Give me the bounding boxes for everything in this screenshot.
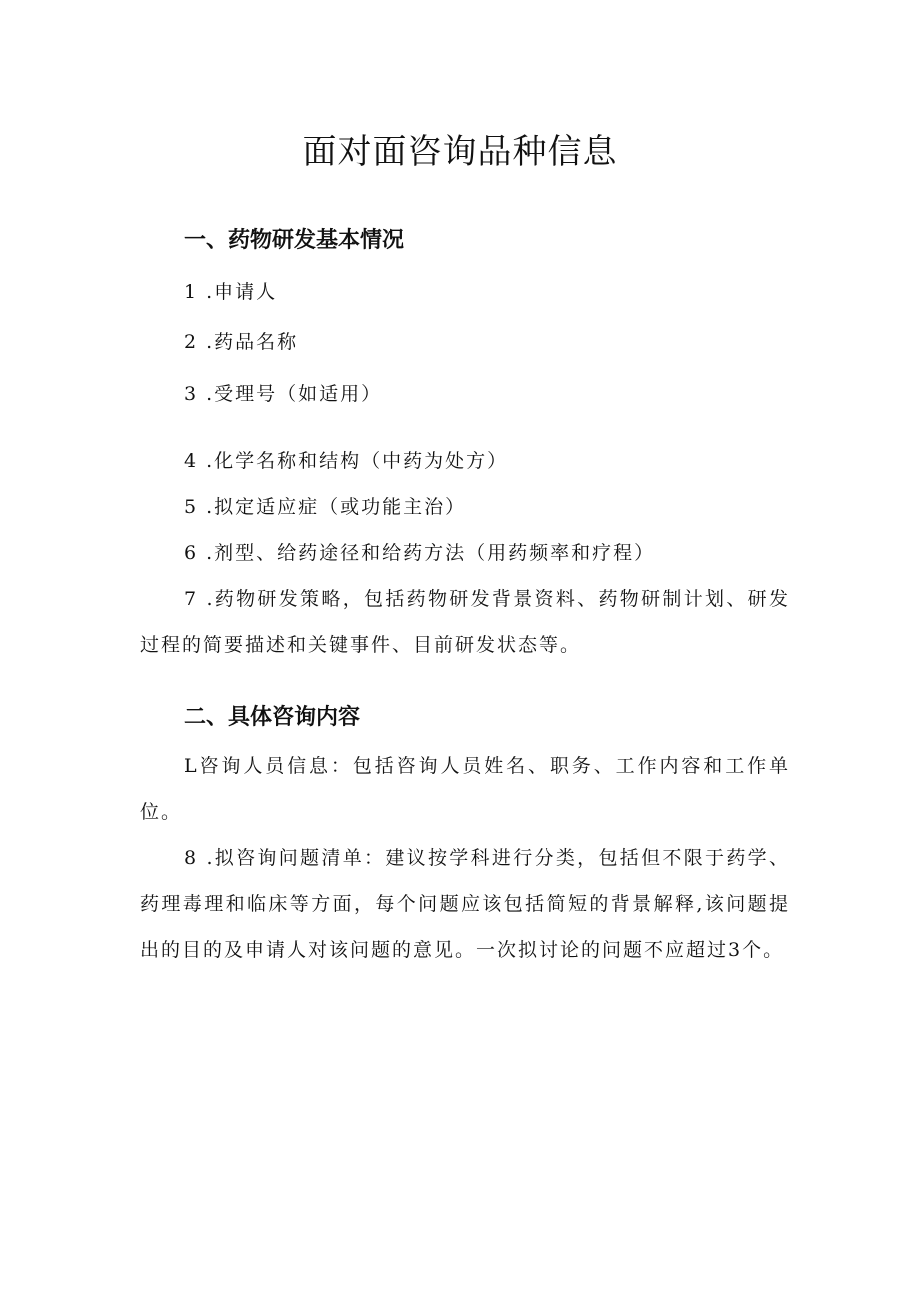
document-title: 面对面咨询品种信息 bbox=[302, 132, 618, 172]
item-question-list: 8 .拟咨询问题清单：建议按学科进行分类，包括但不限于药学、药理毒理和临床等方面，每个问题应该包括简短的背景解释,该问题提出的目的及申请人对该问题的意见。一次拟讨论的问题不应超过3个。 bbox=[140, 847, 790, 961]
item-applicant: 1 .申请人 bbox=[184, 281, 278, 303]
item-drug-name: 2 .药品名称 bbox=[184, 331, 299, 353]
item-indication: 5 .拟定适应症（或功能主治） bbox=[184, 496, 467, 518]
item-acceptance-number: 3 .受理号（如适用） bbox=[184, 383, 383, 405]
section-heading-basic-info: 一、药物研发基本情况 bbox=[184, 228, 405, 253]
item-consultant-info: L咨询人员信息：包括咨询人员姓名、职务、工作内容和工作单位。 bbox=[140, 755, 790, 823]
section-heading-consultation: 二、具体咨询内容 bbox=[184, 705, 361, 730]
item-dosage-form: 6 .剂型、给药途径和给药方法（用药频率和疗程） bbox=[184, 542, 656, 564]
item-chemical-name: 4 .化学名称和结构（中药为处方） bbox=[184, 450, 509, 472]
item-development-strategy: 7 .药物研发策略，包括药物研发背景资料、药物研制计划、研发过程的简要描述和关键事件、目前研发状态等。 bbox=[140, 588, 790, 656]
